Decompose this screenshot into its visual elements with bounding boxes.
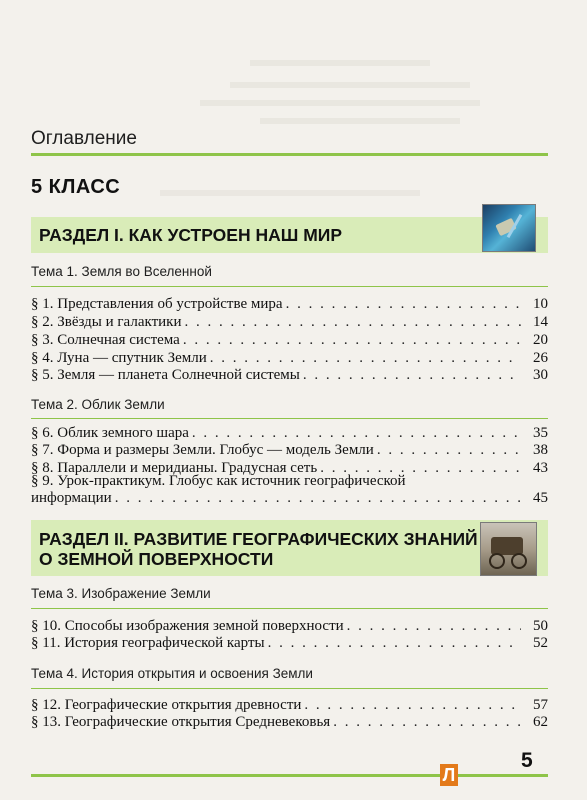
entry-page: 35 xyxy=(533,425,548,441)
toc-entry[interactable] xyxy=(31,424,548,442)
toc-entry[interactable] xyxy=(31,349,548,367)
toc-entry[interactable] xyxy=(31,696,548,714)
leader-dots xyxy=(347,617,521,635)
entry-page: 43 xyxy=(533,460,548,476)
entry-text: § 2. Звёзды и галактики xyxy=(31,314,182,330)
heading-rule xyxy=(31,153,548,156)
entry-page: 52 xyxy=(533,635,548,651)
toc-entry[interactable] xyxy=(31,366,548,384)
toc-entry[interactable] xyxy=(31,489,548,507)
entry-page: 57 xyxy=(533,697,548,713)
toc-entry[interactable] xyxy=(31,313,548,331)
section-band-2 xyxy=(31,520,548,576)
leader-dots xyxy=(115,489,521,507)
entry-page: 26 xyxy=(533,350,548,366)
toc-entry[interactable] xyxy=(31,634,548,652)
leader-dots xyxy=(192,424,521,442)
topic-title: Тема 4. История открытия и освоения Земли xyxy=(31,666,313,681)
topic-rule xyxy=(31,286,548,287)
entry-text: § 13. Географические открытия Средневековья xyxy=(31,714,331,730)
toc-entry-line1[interactable]: § 9. Урок-практикум. Глобус как источник географической xyxy=(31,473,406,489)
toc-entry[interactable] xyxy=(31,617,548,635)
entry-text: § 5. Земля — планета Солнечной системы xyxy=(31,367,300,383)
entry-page: 38 xyxy=(533,442,548,458)
topic-title: Тема 3. Изображение Земли xyxy=(31,586,211,601)
topic-rule xyxy=(31,608,548,609)
leader-dots xyxy=(184,313,521,331)
entry-text: § 1. Представления об устройстве мира xyxy=(31,296,283,312)
entry-text: § 4. Луна — спутник Земли xyxy=(31,350,207,366)
leader-dots xyxy=(286,295,521,313)
leader-dots xyxy=(377,441,521,459)
footer-rule xyxy=(31,774,548,777)
topic-rule xyxy=(31,418,548,419)
leader-dots xyxy=(333,713,521,731)
grade-title: 5 КЛАСС xyxy=(31,176,121,198)
section-1-image xyxy=(482,204,536,252)
section-title: РАЗДЕЛ I. КАК УСТРОЕН НАШ МИР xyxy=(39,225,343,245)
topic-title: Тема 1. Земля во Вселенной xyxy=(31,264,212,279)
topic-title: Тема 2. Облик Земли xyxy=(31,397,165,412)
entry-text: § 3. Солнечная система xyxy=(31,332,180,348)
topic-rule xyxy=(31,688,548,689)
entry-page: 20 xyxy=(533,332,548,348)
toc-entry[interactable] xyxy=(31,441,548,459)
entry-page: 45 xyxy=(533,490,548,506)
entry-page: 50 xyxy=(533,618,548,634)
entry-text: § 7. Форма и размеры Земли. Глобус — модель Земли xyxy=(31,442,374,458)
section-2-image xyxy=(480,522,537,576)
section-title-line2: О ЗЕМНОЙ ПОВЕРХНОСТИ xyxy=(39,549,274,569)
section-title: РАЗДЕЛ II. РАЗВИТИЕ ГЕОГРАФИЧЕСКИХ ЗНАНИЙ xyxy=(39,529,478,549)
entry-page: 14 xyxy=(533,314,548,330)
leader-dots xyxy=(268,634,521,652)
entry-text: § 12. Географические открытия древности xyxy=(31,697,302,713)
entry-page: 30 xyxy=(533,367,548,383)
leader-dots xyxy=(183,331,521,349)
entry-text: § 8. Параллели и меридианы. Градусная сеть xyxy=(31,460,318,476)
toc-heading: Оглавление xyxy=(31,128,137,149)
leader-dots xyxy=(303,366,521,384)
toc-entry[interactable] xyxy=(31,295,548,313)
entry-page: 10 xyxy=(533,296,548,312)
entry-text: § 6. Облик земного шара xyxy=(31,425,189,441)
leader-dots xyxy=(210,349,521,367)
leader-dots xyxy=(304,696,521,714)
watermark-badge: Л xyxy=(440,764,458,786)
toc-entry[interactable] xyxy=(31,331,548,349)
entry-page: 62 xyxy=(533,714,548,730)
page-number: 5 xyxy=(521,749,533,772)
section-band-1 xyxy=(31,217,548,253)
toc-entry[interactable] xyxy=(31,713,548,731)
entry-text: информации xyxy=(31,490,112,506)
entry-text: § 11. История географической карты xyxy=(31,635,265,651)
entry-text: § 10. Способы изображения земной поверхности xyxy=(31,618,344,634)
